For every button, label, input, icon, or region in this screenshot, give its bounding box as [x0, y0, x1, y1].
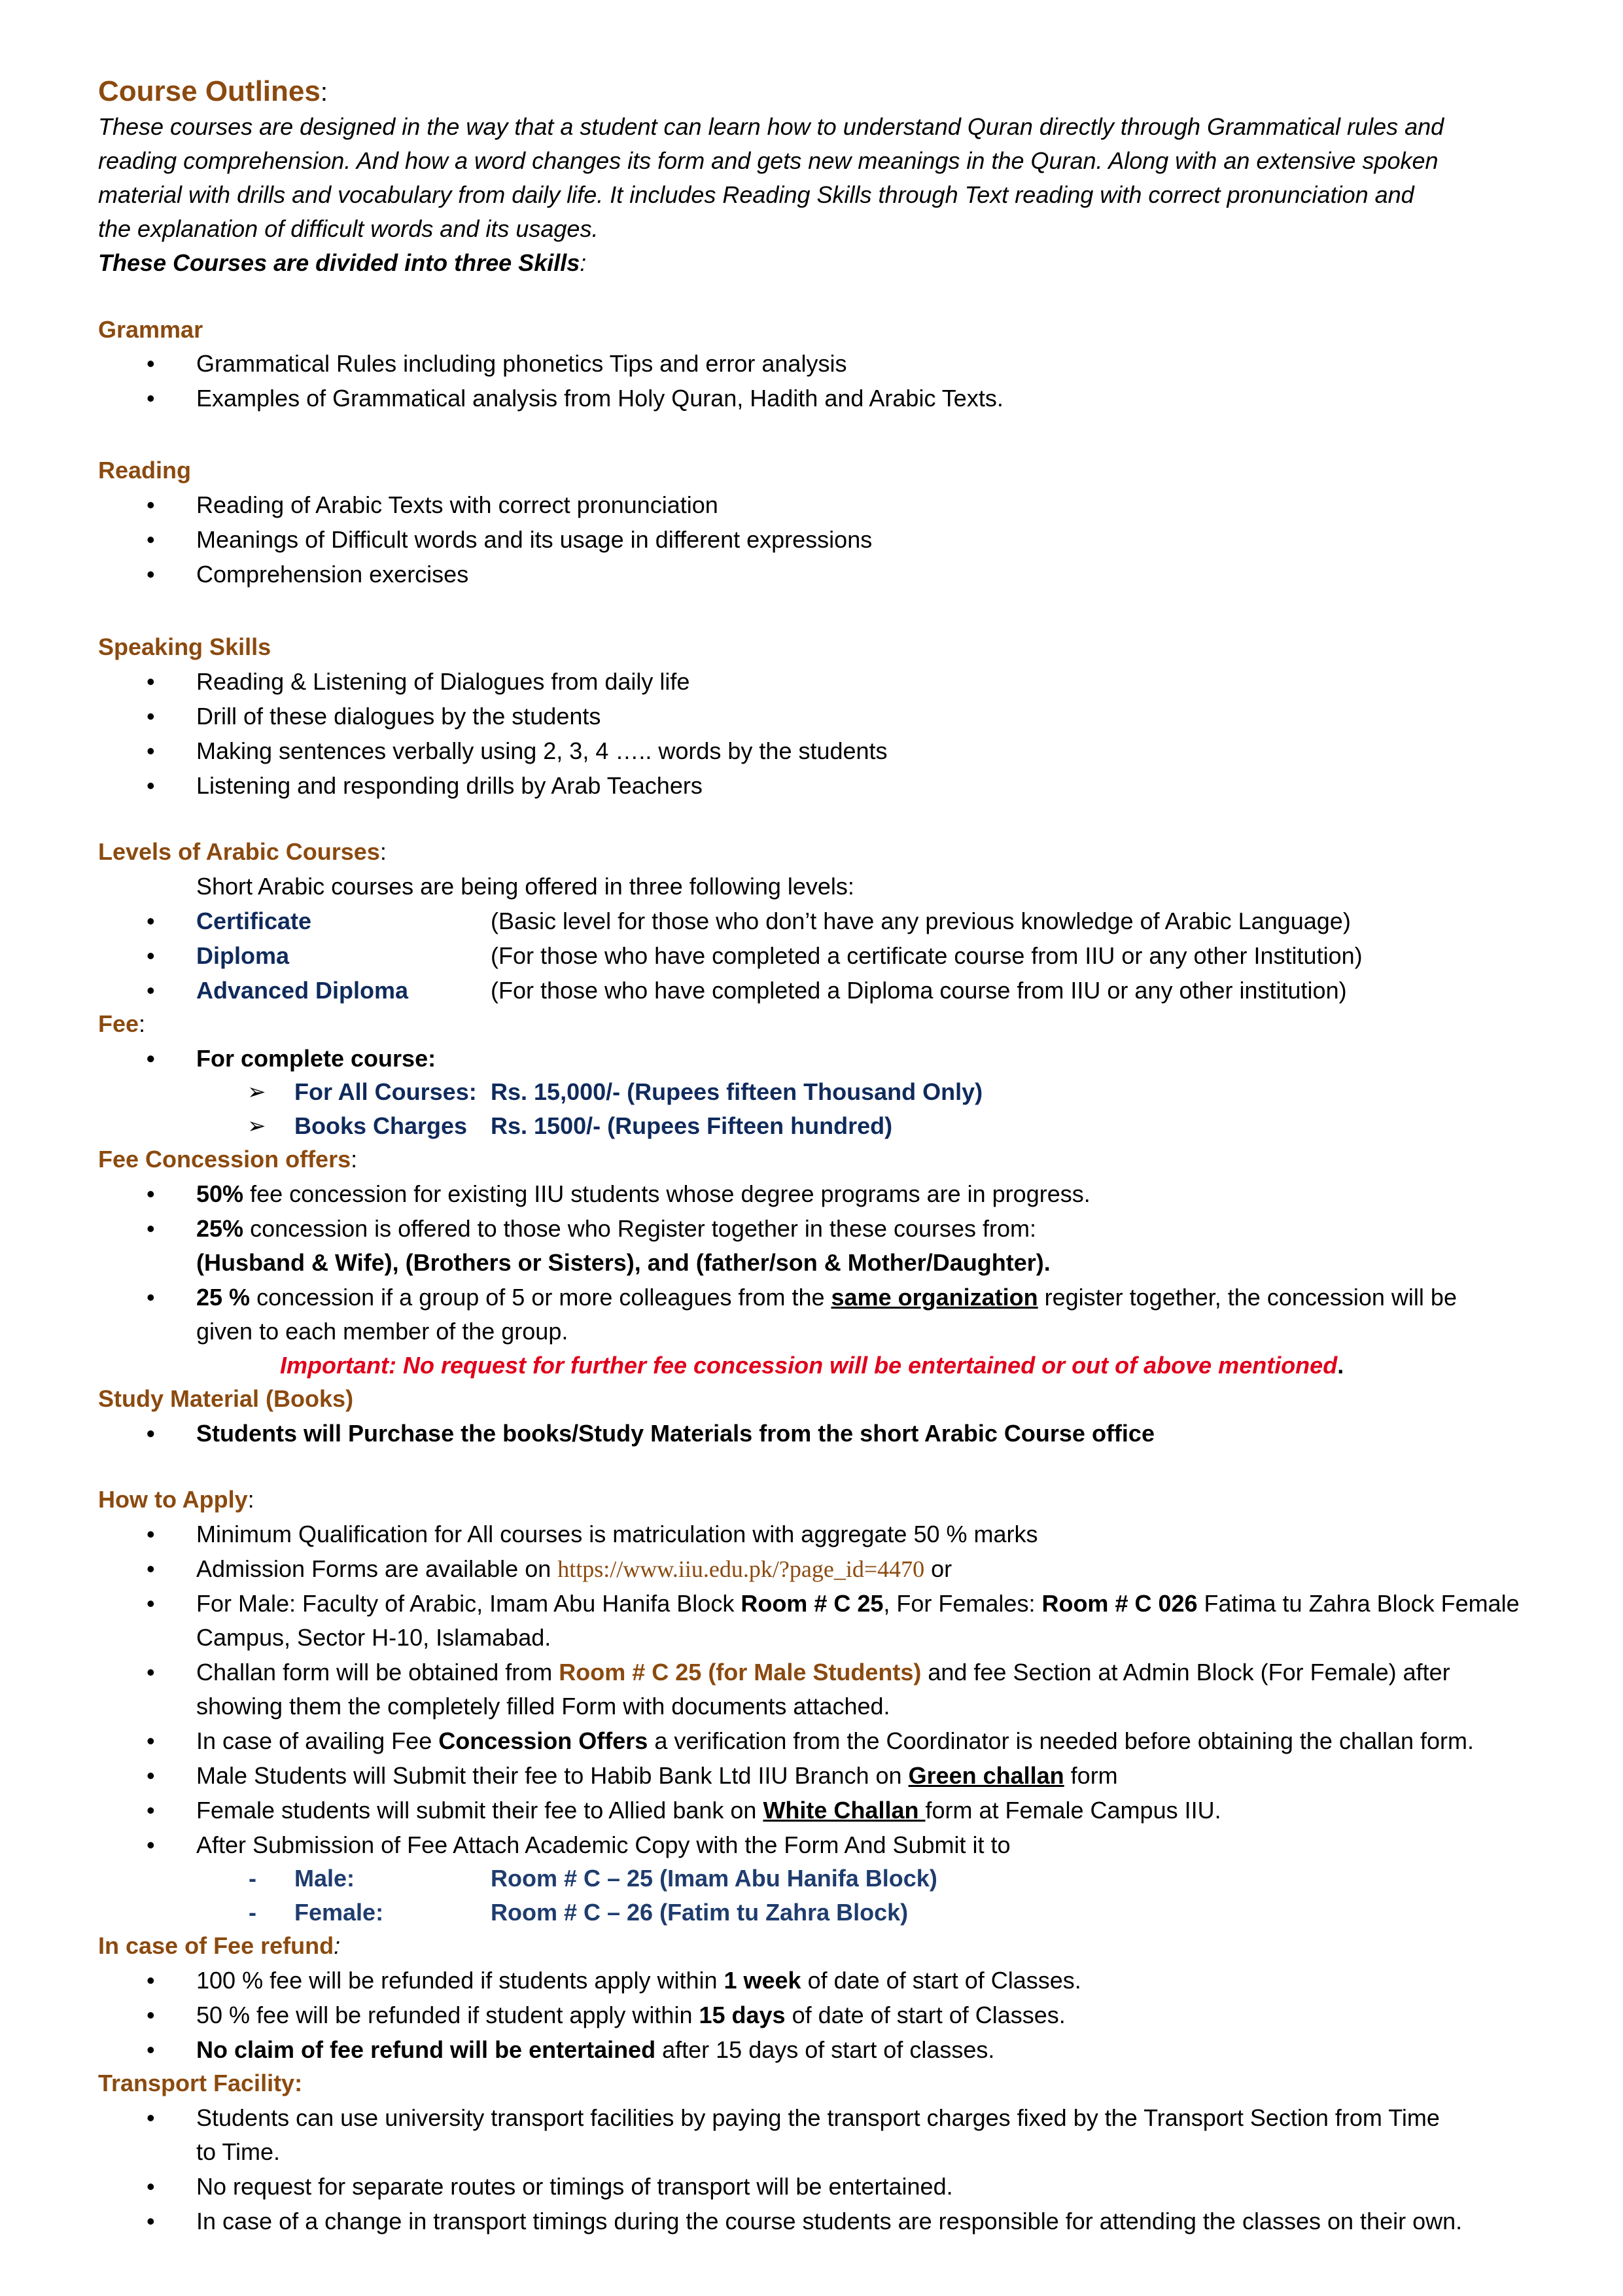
list-item — [196, 2000, 1066, 2031]
list-item — [196, 1282, 1457, 1313]
room-row — [294, 1897, 909, 1928]
list-item: • Drill of these dialogues by the students — [196, 701, 601, 732]
list-item — [196, 1178, 1091, 1210]
list-item — [196, 1965, 1081, 1996]
concession-percent: 25 % — [196, 1284, 251, 1311]
fee-label: Books Charges — [294, 1112, 468, 1139]
concession-offers-text: Concession Offers — [438, 1727, 648, 1754]
green-challan-text: Green challan — [908, 1762, 1064, 1789]
important-text: Important: No request for further fee concession will be entertained or out of above mentioned — [280, 1352, 1338, 1379]
room-text: Room # C 25 — [741, 1590, 884, 1617]
apply-line2: Campus, Sector H-10, Islamabad. — [196, 1624, 551, 1651]
room-value: Room # C – 26 (Fatim tu Zahra Block) — [491, 1899, 909, 1926]
fee-row — [294, 1110, 893, 1142]
list-item: • Examples of Grammatical analysis from Holy Quran, Hadith and Arabic Texts. — [196, 383, 1003, 414]
room-who: Female: — [294, 1899, 384, 1926]
list-item: • Listening and responding drills by Arab Teachers — [196, 770, 703, 802]
list-item — [196, 1588, 1520, 1619]
transport-line2: to Time. — [196, 2138, 281, 2165]
list-item: • No request for separate routes or timings of transport will be entertained. — [196, 2171, 953, 2202]
levels-heading — [98, 836, 387, 868]
intro-line: reading comprehension. And how a word changes its form and gets new meanings in the Quran. Along with an extensive spoken — [98, 147, 1439, 174]
concession-text: concession is offered to those who Register together in these courses from: — [243, 1215, 1037, 1242]
admission-form-link[interactable]: https://www.iiu.edu.pk/?page_id=4470 — [557, 1556, 925, 1582]
concession-heading-text: Fee Concession offers — [98, 1146, 351, 1173]
fee-heading — [98, 1008, 145, 1040]
intro-line: material with drills and vocabulary from daily life. It includes Reading Skills through Text reading with correct pronunciation and — [98, 181, 1414, 208]
apply-text: or — [924, 1555, 952, 1582]
level-name: Advanced Diploma — [196, 977, 409, 1004]
concession-text: fee concession for existing IIU students whose degree programs are in progress. — [243, 1180, 1091, 1207]
level-name: Certificate — [196, 908, 312, 934]
apply-text: Male Students will Submit their fee to Habib Bank Ltd IIU Branch on — [196, 1762, 909, 1789]
room-text: Room # C 25 (for Male Students) — [559, 1659, 922, 1686]
refund-text: 50 % fee will be refunded if student apply within — [196, 2002, 699, 2028]
skills-intro — [98, 247, 586, 279]
list-item — [196, 1760, 1118, 1792]
title-colon: : — [320, 78, 328, 107]
apply-text: form — [1064, 1762, 1118, 1789]
list-item: • Meanings of Difficult words and its usage in different expressions — [196, 524, 872, 556]
apply-text: Female students will submit their fee to Allied bank on — [196, 1797, 763, 1824]
concession-heading-colon: : — [351, 1146, 358, 1173]
apply-text: For Male: Faculty of Arabic, Imam Abu Hanifa Block — [196, 1590, 741, 1617]
speaking-heading: Speaking Skills — [98, 633, 271, 660]
apply-text: , For Females: — [883, 1590, 1042, 1617]
study-heading: Study Material (Books) — [98, 1385, 354, 1412]
apply-text: Fatima tu Zahra Block Female — [1197, 1590, 1520, 1617]
fee-heading-colon: : — [139, 1010, 146, 1037]
skills-intro-text: These Courses are divided into three Skills — [98, 249, 580, 276]
levels-intro: Short Arabic courses are being offered in three following levels: — [196, 873, 854, 900]
important-dot: . — [1337, 1352, 1344, 1379]
room-text: Room # C 026 — [1041, 1590, 1198, 1617]
refund-period: 1 week — [724, 1967, 801, 1994]
list-item: • Students can use university transport facilities by paying the transport charges fixed by the Transport Section from Time — [196, 2102, 1440, 2134]
list-item — [196, 1795, 1221, 1826]
refund-text: after 15 days of start of classes. — [655, 2036, 995, 2063]
reading-heading: Reading — [98, 457, 192, 484]
grammar-heading: Grammar — [98, 316, 203, 343]
apply-line2: showing them the completely filled Form with documents attached. — [196, 1693, 890, 1720]
intro-line: the explanation of difficult words and its usages. — [98, 215, 599, 242]
page-title — [98, 73, 328, 111]
list-item: • Comprehension exercises — [196, 559, 468, 590]
level-name: Diploma — [196, 942, 290, 969]
level-item — [196, 940, 1363, 972]
level-item — [196, 975, 1347, 1006]
fee-complete-course: • For complete course: — [196, 1043, 436, 1074]
refund-heading-text: In case of Fee refund — [98, 1932, 334, 1959]
title-text: Course Outlines — [98, 75, 321, 107]
concession-heading — [98, 1144, 357, 1175]
white-challan-text: White Challan — [763, 1797, 926, 1824]
level-item — [196, 906, 1351, 937]
concession-text: concession if a group of 5 or more colleagues from the — [250, 1284, 831, 1311]
important-note — [280, 1350, 1344, 1381]
list-item: • Reading of Arabic Texts with correct pronunciation — [196, 489, 718, 521]
intro-line: These courses are designed in the way that a student can learn how to understand Quran directly through Grammatical rules and — [98, 113, 1444, 140]
concession-text: register together, the concession will be — [1038, 1284, 1457, 1311]
level-desc: (Basic level for those who don’t have any previous knowledge of Arabic Language) — [491, 908, 1351, 934]
concession-relations: (Husband & Wife), (Brothers or Sisters), and (father/son & Mother/Daughter). — [196, 1249, 1051, 1276]
levels-heading-text: Levels of Arabic Courses — [98, 838, 380, 865]
list-item — [196, 2034, 994, 2066]
refund-text: of date of start of Classes. — [801, 1967, 1081, 1994]
refund-text: of date of start of Classes. — [785, 2002, 1066, 2028]
refund-text: 100 % fee will be refunded if students apply within — [196, 1967, 724, 1994]
refund-heading — [98, 1930, 340, 1962]
list-item — [196, 1553, 952, 1585]
apply-text: In case of availing Fee — [196, 1727, 439, 1754]
room-row — [294, 1863, 937, 1894]
fee-value: Rs. 1500/- (Rupees Fifteen hundred) — [491, 1112, 893, 1139]
same-organization-text: same organization — [831, 1284, 1038, 1311]
apply-text: Admission Forms are available on — [196, 1555, 558, 1582]
apply-heading-colon: : — [247, 1486, 254, 1513]
apply-text: a verification from the Coordinator is needed before obtaining the challan form. — [648, 1727, 1475, 1754]
list-item: • Making sentences verbally using 2, 3, 4 ….. words by the students — [196, 735, 888, 767]
room-who: Male: — [294, 1865, 355, 1892]
level-desc: (For those who have completed a Diploma course from IIU or any other institution) — [491, 977, 1347, 1004]
list-item — [196, 1657, 1450, 1688]
fee-row — [294, 1076, 983, 1108]
fee-heading-text: Fee — [98, 1010, 139, 1037]
list-item: • After Submission of Fee Attach Academic Copy with the Form And Submit it to — [196, 1829, 1011, 1861]
list-item: • Minimum Qualification for All courses is matriculation with aggregate 50 % marks — [196, 1519, 1038, 1550]
refund-period: 15 days — [699, 2002, 786, 2028]
list-item: • Grammatical Rules including phonetics Tips and error analysis — [196, 348, 846, 380]
levels-heading-colon: : — [379, 838, 387, 865]
apply-text: Challan form will be obtained from — [196, 1659, 559, 1686]
refund-heading-colon: : — [334, 1932, 341, 1959]
fee-value: Rs. 15,000/- (Rupees fifteen Thousand Only) — [491, 1078, 983, 1105]
list-item — [196, 1213, 1036, 1245]
room-value: Room # C – 25 (Imam Abu Hanifa Block) — [491, 1865, 937, 1892]
concession-percent: 25% — [196, 1215, 244, 1242]
list-item: • In case of a change in transport timings during the course students are responsible for attending the classes on their own. — [196, 2206, 1462, 2237]
list-item: • Students will Purchase the books/Study Materials from the short Arabic Course office — [196, 1418, 1155, 1449]
apply-text: and fee Section at Admin Block (For Female) after — [921, 1659, 1450, 1686]
list-item: • Reading & Listening of Dialogues from daily life — [196, 666, 689, 698]
fee-label: For All Courses: — [294, 1078, 477, 1105]
skills-intro-colon: : — [580, 249, 587, 276]
apply-heading-text: How to Apply — [98, 1486, 248, 1513]
apply-heading — [98, 1484, 254, 1515]
concession-line2: given to each member of the group. — [196, 1318, 568, 1345]
transport-heading: Transport Facility: — [98, 2070, 303, 2096]
apply-text: form at Female Campus IIU. — [925, 1797, 1221, 1824]
list-item — [196, 1725, 1474, 1757]
level-desc: (For those who have completed a certificate course from IIU or any other Institution) — [491, 942, 1363, 969]
concession-percent: 50% — [196, 1180, 244, 1207]
no-refund-text: No claim of fee refund will be entertained — [196, 2036, 656, 2063]
